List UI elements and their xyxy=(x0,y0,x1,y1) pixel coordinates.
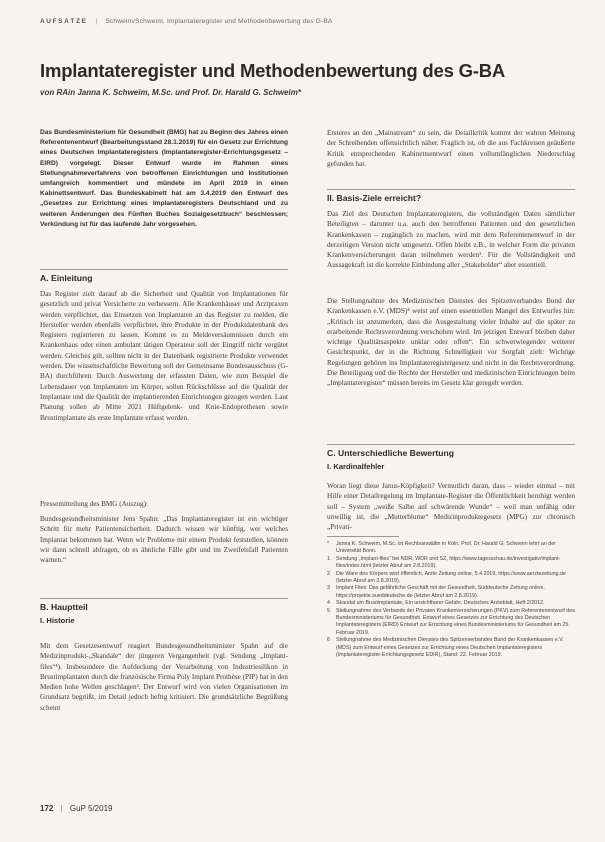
footer-separator: | xyxy=(60,804,63,813)
section-c-subheading: I. Kardinalfehler xyxy=(327,462,385,471)
header-section-label: AUFSÄTZE xyxy=(40,18,88,25)
article-authors: von RAin Janna K. Schweim, M.Sc. und Prof. Dr. Harald G. Schweim* xyxy=(40,88,301,97)
section-a-paragraph-1: Das Register zielt darauf ab die Sicherheit und Qualität von Implantationen für gesetzlich und privat Versicherte zu verbessern. Alle Krankenhäuser und Arztpraxen werden verpflichtet, das Einsetzen von Implantaten an das Register zu melden, die Hersteller werden ebenfalls verpflichtet, ihre Produkte in der Produktdatenbank des Registers registrieren zu lassen. Kommt es zu Meldeversäumnissen durch ein Krankenhaus oder einen ambulant tätigen Operateur soll der Eingriff nicht vergütet werden. Gleiches gilt, sollten nicht in der Datenbank registrierte Produkte verwendet werden. Die wissenschaftliche Bewertung soll der Gemeinsame Bundesausschuss (G-BA) durchführen. Durch Auswertung der erfassten Daten, wie zum Beispiel die Lebensdauer von Implantaten im Körper, sollen Rückschlüsse auf die Qualität der Implantate und die Qualität der implantierenden Einrichtungen gezogen werden. Laut Planung sollen ab Mitte 2021 Hüftgelenk- und Knie-Endoprothesen sowie Brustimplantate als erste Implantate erfasst werden. xyxy=(40,290,288,422)
section-b-heading: B. Hauptteil xyxy=(40,598,288,612)
footnote: * Janna K. Schweim, M.Sc. ist Rechtsanwältin in Köln, Prof. Dr. Harald G. Schweim lehrt an der Universität Bonn. xyxy=(327,541,556,555)
footnote: 6 Stellungnahme des Medizinischen Dienstes des Spitzenverbandes Bund der Krankenkassen e.V. (MDS) zum Entwurf eines Gesetzes zur Errichtung eines Deutschen Implantateregisters (Implantateregister-Errichtungsgesetz EDIR), Stand: 22. Februar 2019. xyxy=(327,637,564,659)
footnote: 5 Stellungnahme des Verbands der Privaten Krankenversicherungen (PKV) zum Referentenentwurf des Bundesministeriums für Gesundheit. Entwurf eines Gesetzes zur Errichtung des Deutschen Implantateregisters (EIRD) Entwurf zur Errichtung eines Bundesministeriums für Gesundheit am 25. Februar 2019. xyxy=(327,607,575,636)
footnote: 2 Die Ware des Körpers wird öffentlich, Ärzte Zeitung online, 5.4.2019, https://www.aerztezeitung.de (letzter Abruf am 2.8.2019). xyxy=(327,570,566,585)
abstract: Das Bundesministerium für Gesundheit (BMG) hat zu Beginn des Jahres einen Referentenentwurf (Bearbeitungsstand 28.1.2019) für ein Gesetz zur Errichtung eines Deutschen Implantateregisters (Implantateregister-Errichtungsgesetz – EIRD) vorgelegt. Dieser Entwurf wurde im Rahmen eines Stellungnahmeverfahrens von betroffenen Einrichtungen und Institutionen umfangreich kommentiert und mündete im April 2019 in einen Kabinettsentwurf. Das Bundeskabinett hat am 3.4.2019 den Entwurf des „Gesetzes zur Errichtung eines Implantateregisters Deutschland und zu weiteren Änderungen des Fünften Buches Sozialgesetzbuch“ beschlossen; Verkündung ist für das laufende Jahr vorgesehen. xyxy=(40,129,288,228)
section-ii-heading: II. Basis-Ziele erreicht? xyxy=(327,189,575,203)
section-a-paragraph-2: Pressemitteilung des BMG (Auszug): xyxy=(40,500,149,508)
footnote: 1 Sendung „Implant-files“ bei NDR, WDR und SZ, https://www.tagesschau.de/investigativ/implant-files/index.html (letzter Abruf am 2.8.2019). xyxy=(327,555,561,570)
section-ii-paragraph-2: Die Stellungnahme des Medizinischen Dienstes des Spitzenverbandes Bund der Krankenkassen e.V. (MDS)⁴ weist auf einen essentiellen Mangel des Entwurfes hin: „Kritisch ist anzumerken, dass die Ausgestaltung vieler Inhalte auf die später zu erarbeitende Rechtsverordnung verschoben wird. Im jetzigen Entwurf bleiben daher wichtige Qualitätsaspekte unklar oder offen“. Ein schwerwiegender weiterer Gesichtspunkt, der in die Richtung Schnelligkeit vor Sorgfalt zielt: Wichtige Regelungen gehören ins Implantateregistergesetz und nicht in die Rechtsverordnung. Die Beteiligung und die Rechte der Hersteller und medizinischen Einrichtungen beim „Implantateregister“ müssen bereits im Gesetz klar geregelt werden. xyxy=(327,297,575,388)
header-separator: | xyxy=(95,18,98,25)
footnote-divider xyxy=(327,536,399,537)
section-b-subheading: I. Historie xyxy=(40,616,75,625)
header-running-title: Schweim/Schweim, Implantateregister und Methodenbewertung des G-BA xyxy=(105,18,333,25)
section-a-paragraph-3: Bundesgesundheitsminister Jens Spahn: „Das Implantateregister ist ein wichtiger Schritt für mehr Patientensicherheit. Dadurch wissen wir künftig, wer welches Implantat bekommen hat. Wenn wir Probleme mit einem Produkt feststellen, können wir dann schnell abfragen, ob es ähnliche Fälle gibt und im Zweifelsfall Patienten warnen.“ xyxy=(40,515,288,565)
right-intro-paragraph: Ersteres an den „Mainstream“ zu sein, die Detailkritik kommt der wahren Meinung der Schreibenden offensichtlich näher. Fraglich ist, ob die aus Fachkreisen geäußerte Kritik entsprechenden Kabinettsentwurf einen vollumfänglichen Niederschlag gefunden hat. xyxy=(327,129,575,168)
right-column xyxy=(327,128,575,660)
section-b-paragraph-1: Mit dem Gesetzesentwurf reagiert Bundesgesundheitsminister Spahn auf die Medizinprodukt-„Skandale“ der jüngeren Vergangenheit (vgl. Sendung „Implant-files“¹). Insbesondere die Aufdeckung der Verarbeitung von Industriesilikon in Brustimplantaten durch die französische Firma Poly Implant Prothèse (PIP) hat in den Medien hohe Wellen geschlagen². Der Entwurf wird von vielen Organisationen im Grundsatz begrüßt, im Detail jedoch heftig kritisiert. Die grundsätzliche Begrüßung scheint xyxy=(40,642,288,712)
page-number: 172 xyxy=(40,804,54,813)
footnote: 4 Skandal um Brustimplantate, Ein unsichtbarer Gefahr, Deutsches Ärzteblatt, Heft 2/2012. xyxy=(327,600,545,607)
footnotes xyxy=(327,541,575,660)
footnote: 3 Implant Files: Das gefährliche Geschäft mit der Gesundheit, Süddeutsche Zeitung online, https://projekte.sueddeutsche.de (letzter Abruf am 2.8.2019). xyxy=(327,585,545,599)
journal-issue: GuP 5/2019 xyxy=(69,804,113,813)
running-header xyxy=(40,18,570,25)
section-ii-paragraph-1: Das Ziel des Deutschen Implantateregisters, die vollständigen Daten sämtlicher Beteiligten – darunter u.a. auch den betroffenen Patienten und den gesetzlichen Krankenkassen – zugänglich zu machen, wird mit dem Referentenentwurf in der derzeitigen Version nicht umgesetzt. Offen bleibt z.B., in welcher Form die privaten Krankenversicherungen daran teilnehmen werden³. Für die Vollständigkeit und Aussagekraft ist die korrekte Einbindung aller „Stakeholder“ aber essentiell. xyxy=(327,210,575,270)
section-c-heading: C. Unterschiedliche Bewertung xyxy=(327,444,575,458)
page-footer xyxy=(40,804,112,813)
left-column xyxy=(40,128,288,731)
section-a-heading: A. Einleitung xyxy=(40,269,288,283)
section-c-paragraph-1: Woran liegt diese Janus-Köpfigkeit? Vermutlich daran, dass – wieder einmal – mit Hilfe einer Detailregelung im Implantate-Register die Öffentlichkeit beruhigt werden soll – System „weiße Salbe auf schwärende Wunde“ – weil man unfähig oder unwillig ist, die „Mutterblume“ Medizinproduktegesetz (MPG) zur chronisch „Privati- xyxy=(327,482,575,532)
article-title: Implantateregister und Methodenbewertung des G-BA xyxy=(40,60,506,81)
